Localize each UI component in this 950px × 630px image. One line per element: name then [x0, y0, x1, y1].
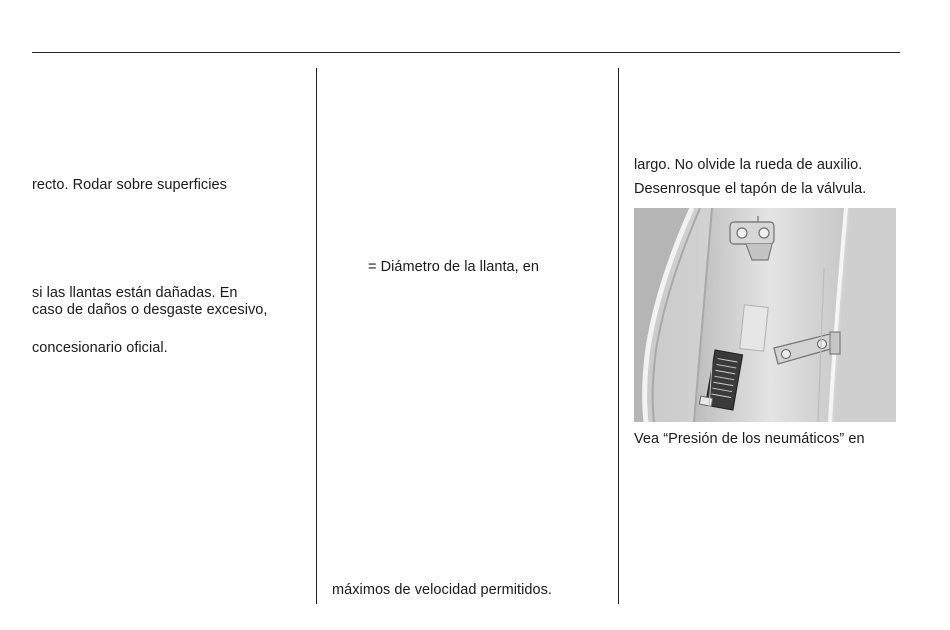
left-text-line: caso de daños o desgaste excesivo,: [32, 302, 268, 318]
header-rule: [32, 52, 900, 53]
column-divider-right: [618, 68, 619, 604]
right-text-line: largo. No olvide la rueda de auxilio.: [634, 157, 863, 173]
right-text-line: Desenrosque el tapón de la válvula.: [634, 181, 867, 197]
middle-text-line: = Diámetro de la llanta, en: [368, 259, 540, 275]
middle-text-line: máximos de velocidad permitidos.: [332, 582, 552, 598]
left-text-line: recto. Rodar sobre superficies: [32, 177, 227, 193]
column-divider-left: [316, 68, 317, 604]
door-jamb-illustration: [634, 208, 896, 422]
left-text-line: si las llantas están dañadas. En: [32, 285, 238, 301]
left-text-line: concesionario oficial.: [32, 340, 168, 356]
right-text-line: Vea “Presión de los neumáticos” en: [634, 431, 865, 447]
